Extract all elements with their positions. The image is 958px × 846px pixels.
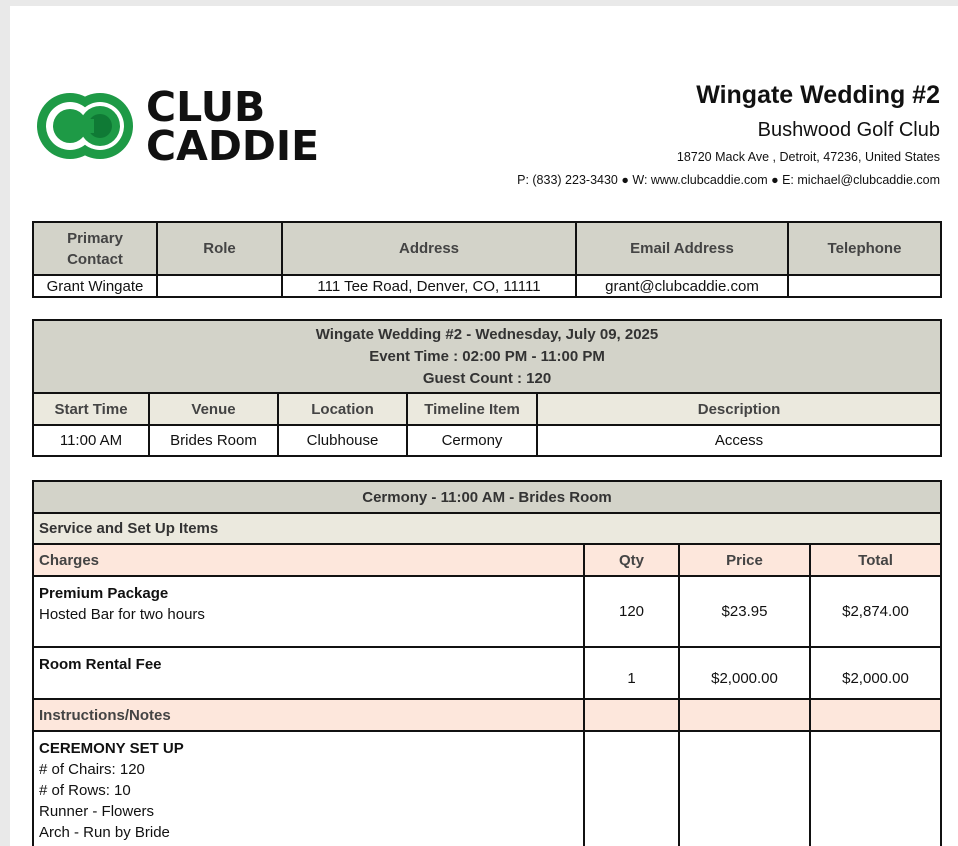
logo-line-1: CLUB: [146, 83, 266, 131]
venue-contact: P: (833) 223-3430 ● W: www.clubcaddie.com ● E: michael@clubcaddie.com: [517, 173, 940, 187]
item-description: Hosted Bar for two hours: [39, 606, 205, 623]
item-total: $2,874.00: [810, 576, 941, 647]
event-date-line: Wingate Wedding #2 - Wednesday, July 09, 2025: [315, 325, 659, 343]
item-qty: 120: [584, 576, 679, 647]
table-row: [33, 731, 941, 846]
club-caddie-logo: [34, 83, 334, 172]
contact-table: [32, 221, 942, 298]
timeline-band: Cermony - 11:00 AM - Brides Room: [33, 481, 941, 513]
notes-qty-empty: [584, 731, 679, 846]
item-cell: [33, 647, 584, 699]
col-price: Price: [679, 544, 810, 576]
col-address: Address: [282, 222, 576, 275]
col-role: Role: [157, 222, 282, 275]
contact-telephone: [788, 275, 941, 297]
item-total: $2,000.00: [810, 647, 941, 699]
notes-line: Arch - Run by Bride: [39, 824, 170, 841]
contact-address: 111 Tee Road, Denver, CO, 11111: [282, 275, 576, 297]
event-time-line: Event Time : 02:00 PM - 11:00 PM: [369, 347, 605, 365]
document-page: [10, 6, 958, 846]
document-header: [517, 80, 940, 188]
timeline-item: Cermony: [407, 425, 537, 456]
col-qty: Qty: [584, 544, 679, 576]
notes-total-blank: [810, 699, 941, 731]
col-location: Location: [278, 393, 407, 425]
item-price: $2,000.00: [679, 647, 810, 699]
location: Clubhouse: [278, 425, 407, 456]
event-summary-band: [33, 320, 941, 393]
item-cell: [33, 576, 584, 647]
items-table: [32, 480, 942, 846]
description: Access: [537, 425, 941, 456]
col-description: Description: [537, 393, 941, 425]
col-total: Total: [810, 544, 941, 576]
section-title: Service and Set Up Items: [33, 513, 941, 544]
col-charges: Charges: [33, 544, 584, 576]
col-telephone: Telephone: [788, 222, 941, 275]
event-title: Wingate Wedding #2: [696, 81, 940, 109]
table-row: [33, 576, 941, 647]
venue: Brides Room: [149, 425, 278, 456]
col-instructions: Instructions/Notes: [33, 699, 584, 731]
notes-total-empty: [810, 731, 941, 846]
table-row: [33, 425, 941, 456]
table-row: [33, 275, 941, 297]
notes-line: Runner - Flowers: [39, 803, 155, 820]
contact-email: grant@clubcaddie.com: [576, 275, 788, 297]
contact-name: Grant Wingate: [33, 275, 157, 297]
col-start-time: Start Time: [33, 393, 149, 425]
event-table: [32, 319, 942, 457]
item-name: Premium Package: [39, 585, 169, 602]
logo-mark-icon: [34, 88, 142, 172]
notes-line: # of Chairs: 120: [39, 761, 145, 778]
start-time: 11:00 AM: [33, 425, 149, 456]
table-row: [33, 647, 941, 699]
item-price: $23.95: [679, 576, 810, 647]
guest-count-line: Guest Count : 120: [422, 369, 552, 387]
contact-role: [157, 275, 282, 297]
col-primary-contact: Primary Contact: [33, 222, 157, 275]
logo-wordmark: [146, 83, 320, 170]
notes-price-blank: [679, 699, 810, 731]
venue-address: 18720 Mack Ave , Detroit, 47236, United States: [676, 150, 940, 164]
col-venue: Venue: [149, 393, 278, 425]
col-email: Email Address: [576, 222, 788, 275]
notes-cell: [33, 731, 584, 846]
col-timeline-item: Timeline Item: [407, 393, 537, 425]
notes-title: CEREMONY SET UP: [39, 740, 184, 757]
venue-name: Bushwood Golf Club: [757, 119, 940, 141]
logo-line-2: CADDIE: [146, 122, 320, 170]
item-qty: 1: [584, 647, 679, 699]
notes-price-empty: [679, 731, 810, 846]
notes-qty-blank: [584, 699, 679, 731]
item-name: Room Rental Fee: [39, 656, 162, 673]
notes-line: # of Rows: 10: [39, 782, 131, 799]
